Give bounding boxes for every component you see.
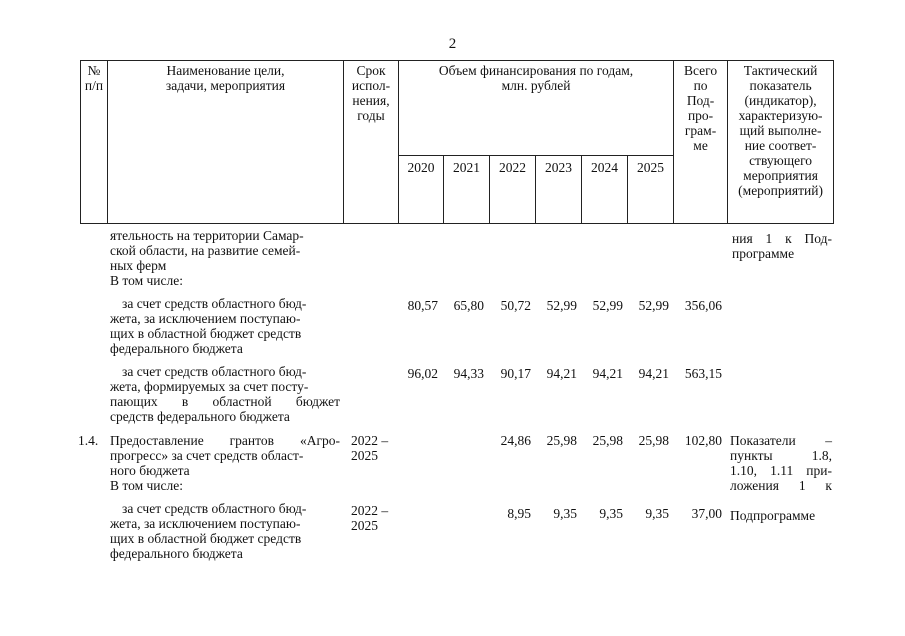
table-header — [80, 60, 834, 224]
value-2025: 9,35 — [645, 506, 669, 521]
value-2022: 24,86 — [500, 433, 531, 448]
value-2025: 25,98 — [638, 433, 669, 448]
value-2025: 94,21 — [638, 366, 669, 381]
row-name: Предоставление грантов «Агро- прогресс» за счет средств област- ного бюджета В том числе: — [110, 433, 340, 493]
value-2024: 25,98 — [592, 433, 623, 448]
header-year: 2025 — [628, 156, 674, 224]
row-name: за счет средств областного бюд- жета, за исключением поступаю- щих в областной бюджет средств федерального бюджета — [110, 296, 307, 356]
value-2020: 96,02 — [407, 366, 438, 381]
value-2025: 52,99 — [638, 298, 669, 313]
header-year: 2024 — [582, 156, 628, 224]
value-2024: 9,35 — [599, 506, 623, 521]
value-2024: 94,21 — [592, 366, 623, 381]
value-total: 356,06 — [684, 298, 722, 313]
value-total: 563,15 — [684, 366, 722, 381]
value-2023: 9,35 — [553, 506, 577, 521]
header-year: 2023 — [536, 156, 582, 224]
page-number: 2 — [448, 36, 457, 52]
row-term: 2022 – 2025 — [351, 503, 389, 533]
row-name: за счет средств областного бюд- жета, формируемых за счет посту- пающих в областной бюджет средств федерального бюджета — [110, 364, 340, 424]
value-2023: 52,99 — [546, 298, 577, 313]
value-2020: 80,57 — [407, 298, 438, 313]
row-name: за счет средств областного бюд- жета, за исключением поступаю- щих в областной бюджет средств федерального бюджета — [110, 501, 307, 561]
value-2024: 52,99 — [592, 298, 623, 313]
header-indicator: Тактический показатель (индикатор), характеризую- щий выполне- ние соответ- ствующего мероприятия (мероприятий) — [728, 61, 834, 224]
row-number: 1.4. — [78, 433, 99, 448]
value-2023: 25,98 — [546, 433, 577, 448]
header-year: 2022 — [490, 156, 536, 224]
header-funding: Объем финансирования по годам, млн. рублей — [399, 61, 674, 156]
header-term: Срок испол- нения, годы — [344, 61, 399, 224]
header-year: 2021 — [444, 156, 490, 224]
header-total: Всего по Под- про- грам- ме — [674, 61, 728, 224]
header-number: № п/п — [81, 61, 108, 224]
value-total: 37,00 — [691, 506, 722, 521]
row-indicator: ния 1 к Под- программе — [732, 231, 832, 261]
value-total: 102,80 — [684, 433, 722, 448]
value-2022: 90,17 — [500, 366, 531, 381]
row-indicator: Показатели – пункты 1.8, 1.10, 1.11 при- ложения 1 к — [730, 433, 832, 493]
value-2021: 65,80 — [453, 298, 484, 313]
value-2022: 50,72 — [500, 298, 531, 313]
row-term: 2022 – 2025 — [351, 433, 389, 463]
value-2023: 94,21 — [546, 366, 577, 381]
header-year: 2020 — [399, 156, 444, 224]
table-body — [0, 224, 905, 624]
value-2022: 8,95 — [507, 506, 531, 521]
header-name: Наименование цели, задачи, мероприятия — [108, 61, 344, 224]
row-name: ятельность на территории Самар- ской области, на развитие семей- ных ферм В том числе: — [110, 228, 304, 288]
value-2021: 94,33 — [453, 366, 484, 381]
row-indicator: Подпрограмме — [730, 508, 816, 523]
